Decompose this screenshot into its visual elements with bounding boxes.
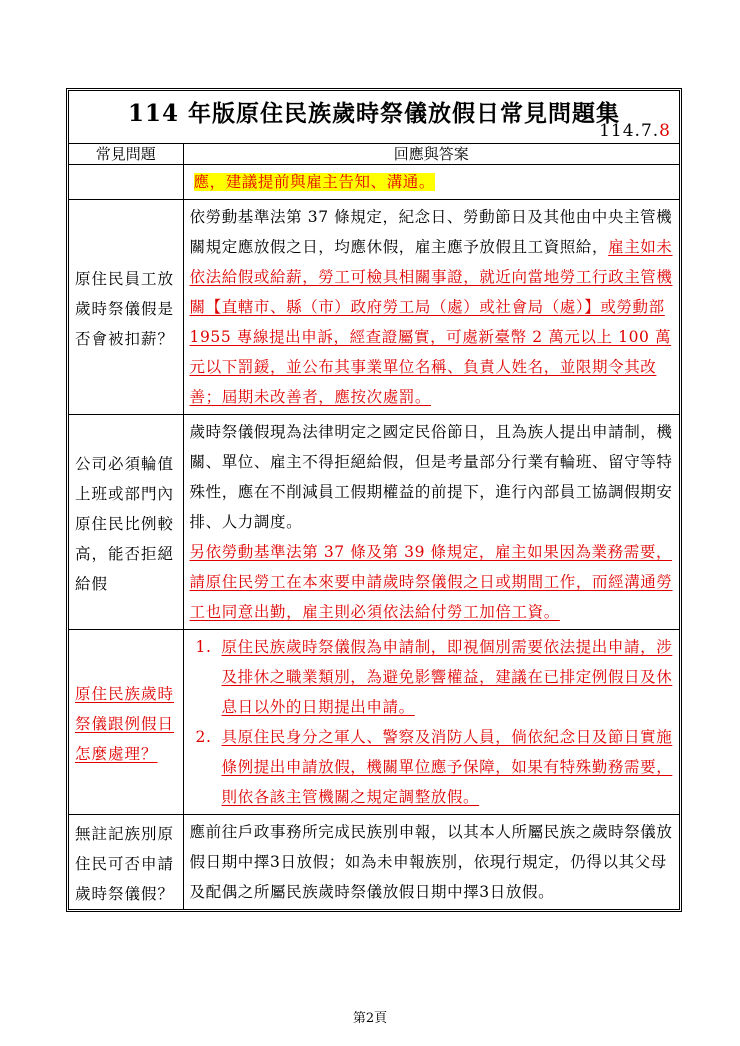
list-number: 2. xyxy=(195,728,212,746)
table-row xyxy=(69,200,679,415)
question-cell: 無註記族別原住民可否申請歲時祭儀假？ xyxy=(69,815,183,910)
header-question: 常見問題 xyxy=(69,144,183,165)
highlighted-answer: 應，建議提前與雇主告知、溝通。 xyxy=(193,173,436,191)
answer-text-emphasis: 雇主如未依法給假或給薪，勞工可檢具相關事證，就近向當地勞工行政主管機關【直轄市、縣（市）政府勞工局（處）或社會局（處）】或勞動部 1955 專線提出申訴，經查證屬實，可處新臺幣 2 萬元以上 100 萬元以下罰鍰，並公布其事業單位名稱、負責人姓名，並限期令其改善；屆期未改善者，應按次處罰。 xyxy=(189,238,673,406)
header-answer: 回應與答案 xyxy=(183,144,679,165)
answer-cell xyxy=(183,415,679,630)
date-day: 8 xyxy=(659,121,671,141)
question-cell xyxy=(69,630,183,815)
question-text-emphasis: 原住民族歲時祭儀跟例假日怎麼處理？ xyxy=(75,685,175,763)
answer-text-emphasis: 另依勞動基準法第 37 條及第 39 條規定，雇主如果因為業務需要，請原住民勞工在本來要申請歲時祭儀假之日或期間工作，而經溝通勞工也同意出勤，雇主則必須依法給付勞工加倍工資。 xyxy=(189,543,673,621)
question-cell-empty xyxy=(69,165,183,200)
list-item-text: 原住民族歲時祭儀假為申請制，即視個別需要依法提出申請，涉及排休之職業類別，為避免影響權益，建議在已排定例假日及休息日以外的日期提出申請。 xyxy=(221,638,673,716)
table-row xyxy=(69,415,679,630)
document-date xyxy=(599,121,671,141)
title-block xyxy=(69,91,679,144)
list-item-text: 具原住民身分之軍人、警察及消防人員，倘依紀念日及節日實施條例提出申請放假，機關單位應予保障，如果有特殊勤務需要，則依各該主管機關之規定調整放假。 xyxy=(221,728,673,806)
faq-document xyxy=(66,88,682,912)
answer-cell xyxy=(183,630,679,815)
answer-list xyxy=(194,632,676,812)
date-main: 114.7. xyxy=(599,121,660,141)
answer-cell xyxy=(183,165,679,200)
answer-text: 歲時祭儀假現為法律明定之國定民俗節日，且為族人提出申請制，機關、單位、雇主不得拒絕給假，但是考量部分行業有輪班、留守等特殊性，應在不削減員工假期權益的前提下，進行內部員工協調假期安排、人力調度。 xyxy=(189,423,673,531)
page-number: 第2頁 xyxy=(352,1011,388,1026)
faq-table xyxy=(69,144,679,909)
list-number: 1. xyxy=(195,638,212,656)
table-row xyxy=(69,630,679,815)
question-cell: 原住民員工放歲時祭儀假是否會被扣薪？ xyxy=(69,200,183,415)
table-header-row xyxy=(69,144,679,165)
list-item xyxy=(194,632,676,722)
table-row xyxy=(69,815,679,910)
answer-text: 依勞動基準法第 37 條規定，紀念日、勞動節日及其他由中央主管機關規定應放假之日，均應休假，雇主應予放假且工資照給， xyxy=(189,208,673,256)
list-item xyxy=(194,722,676,812)
answer-cell xyxy=(183,200,679,415)
document-title: 114 年版原住民族歲時祭儀放假日常見問題集 xyxy=(127,100,621,127)
table-row xyxy=(69,165,679,200)
answer-cell: 應前往戶政事務所完成民族別申報，以其本人所屬民族之歲時祭儀放假日期中擇3日放假；如為未申報族別，依現行規定，仍得以其父母及配偶之所屬民族歲時祭儀放假日期中擇3日放假。 xyxy=(183,815,679,910)
question-cell: 公司必須輪值上班或部門內原住民比例較高，能否拒絕給假 xyxy=(69,415,183,630)
